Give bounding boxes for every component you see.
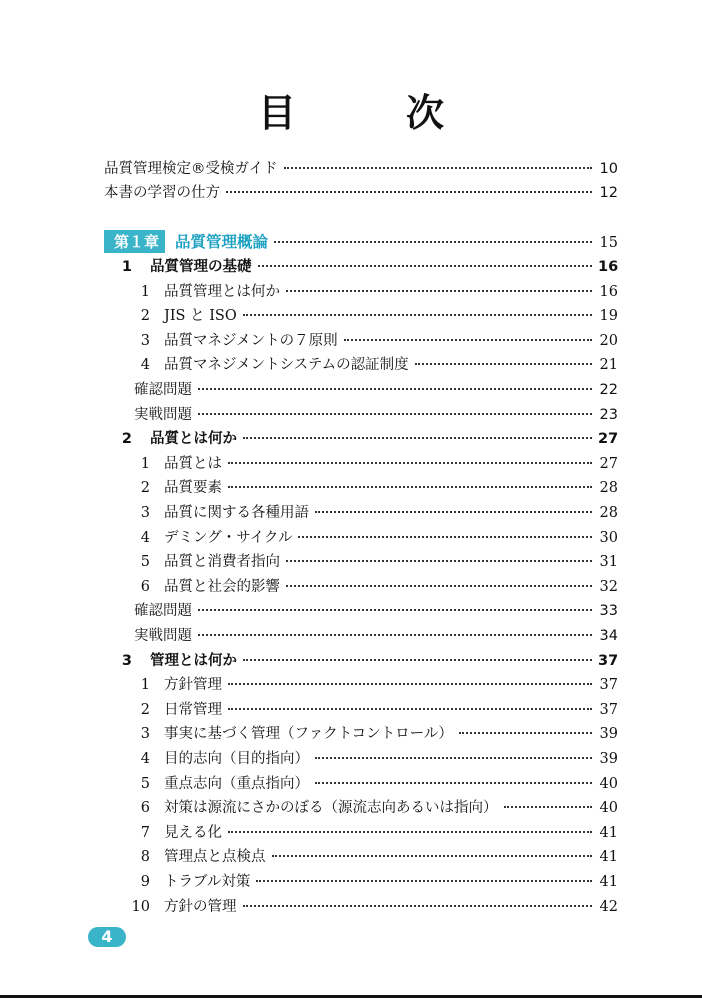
toc-row-item[interactable] xyxy=(130,575,618,597)
toc-row-item[interactable] xyxy=(130,821,618,843)
leader-dots xyxy=(315,768,592,784)
toc-page: 33 xyxy=(599,603,618,620)
leader-dots xyxy=(198,595,592,611)
toc-label: 実戦問題 xyxy=(134,628,192,644)
toc-label: 品質とは何か xyxy=(150,431,237,448)
toc-number: 9 xyxy=(140,874,150,890)
leader-dots xyxy=(228,817,592,833)
toc-number: 4 xyxy=(140,529,150,546)
toc-page: 28 xyxy=(599,480,618,497)
toc-page: 15 xyxy=(599,235,618,251)
toc-number: 4 xyxy=(140,751,150,767)
toc-label: 対策は源流にさかのぼる（源流志向あるいは指向） xyxy=(164,800,498,817)
leader-dots xyxy=(228,448,592,464)
toc-page: 27 xyxy=(598,431,619,448)
toc-row-review[interactable] xyxy=(134,624,618,646)
toc-row-item[interactable] xyxy=(130,698,618,720)
leader-dots xyxy=(298,522,592,538)
toc-page: 31 xyxy=(599,554,618,571)
page-number-badge: 4 xyxy=(88,927,126,947)
toc-number: 2 xyxy=(140,480,150,497)
leader-dots xyxy=(228,669,592,685)
toc-label: 確認問題 xyxy=(134,382,192,398)
leader-dots xyxy=(243,423,592,439)
toc-number: 3 xyxy=(121,652,132,669)
toc-page: 37 xyxy=(599,701,618,718)
toc-row-section[interactable] xyxy=(118,427,618,449)
toc-number: 7 xyxy=(140,824,150,841)
toc-row-item[interactable] xyxy=(130,747,618,769)
toc-page: 28 xyxy=(599,505,618,521)
toc-label: トラブル対策 xyxy=(164,874,251,890)
toc-label: 品質マネジメントシステムの認証制度 xyxy=(164,357,409,374)
toc-row-item[interactable] xyxy=(130,870,618,892)
toc-number: 1 xyxy=(140,283,150,300)
toc-page: 23 xyxy=(599,406,618,423)
toc-row-review[interactable] xyxy=(134,403,618,425)
toc-row-guide[interactable] xyxy=(104,157,618,179)
toc-number: 5 xyxy=(140,775,150,792)
toc-row-item[interactable] xyxy=(130,526,618,548)
toc-page: 30 xyxy=(599,529,618,546)
toc-label: 実戦問題 xyxy=(134,406,192,423)
toc-label: 管理とは何か xyxy=(150,652,237,669)
bottom-rule xyxy=(0,995,702,998)
toc-label: 方針の管理 xyxy=(164,898,237,915)
leader-dots xyxy=(256,866,592,882)
toc-label: 日常管理 xyxy=(164,701,222,718)
toc-label: 品質管理の基礎 xyxy=(150,259,252,275)
toc-page: 16 xyxy=(598,259,619,275)
leader-dots xyxy=(286,571,592,587)
toc-row-item[interactable] xyxy=(130,353,618,375)
toc-page: 42 xyxy=(599,898,618,915)
toc-label: 品質要素 xyxy=(164,480,222,497)
toc-page: 20 xyxy=(599,332,618,349)
leader-dots xyxy=(198,374,592,390)
leader-dots xyxy=(415,349,592,365)
toc-row-item[interactable] xyxy=(130,452,618,474)
title-char-2: 次 xyxy=(406,91,445,135)
toc-number: 1 xyxy=(140,455,150,472)
toc-number: 2 xyxy=(121,431,132,448)
leader-dots xyxy=(243,891,593,907)
leader-dots xyxy=(315,497,592,513)
chapter-title: 品質管理概論 xyxy=(175,233,269,251)
toc-page: 39 xyxy=(599,751,618,767)
toc-page: 16 xyxy=(599,283,618,300)
toc-label: 管理点と点検点 xyxy=(164,849,266,866)
toc-label: 本書の学習の仕方 xyxy=(104,185,220,201)
leader-dots xyxy=(198,399,592,415)
toc-number: 8 xyxy=(140,849,150,866)
toc-label: JIS と ISO xyxy=(164,308,237,325)
toc-page: 10 xyxy=(599,161,618,177)
toc-number: 4 xyxy=(140,357,150,374)
toc-label: デミング・サイクル xyxy=(164,529,293,546)
toc-page: 40 xyxy=(599,800,618,817)
toc-page: 22 xyxy=(599,382,618,398)
toc-page: 19 xyxy=(599,308,618,325)
leader-dots xyxy=(228,472,592,488)
toc-label: 品質マネジメントの７原則 xyxy=(164,332,338,349)
toc-label: 重点志向（重点指向） xyxy=(164,775,309,792)
toc-row-item[interactable] xyxy=(130,673,618,695)
toc-row-item[interactable] xyxy=(130,845,618,867)
leader-dots xyxy=(272,841,593,857)
leader-dots xyxy=(243,645,592,661)
toc-page: 27 xyxy=(599,455,618,472)
toc-row-section[interactable] xyxy=(118,649,618,671)
toc-row-chapter-1[interactable] xyxy=(104,230,618,252)
toc-row-item[interactable] xyxy=(130,476,618,498)
toc-page: 39 xyxy=(599,726,618,743)
toc-number: 3 xyxy=(140,505,150,521)
leader-dots xyxy=(286,546,592,562)
leader-dots xyxy=(226,177,592,193)
toc-number: 6 xyxy=(140,578,150,595)
toc-row-review[interactable] xyxy=(134,378,618,400)
toc-number: 6 xyxy=(140,800,150,817)
toc-label: 品質と社会的影響 xyxy=(164,578,280,595)
toc-row-item[interactable] xyxy=(130,304,618,326)
toc-label: 品質とは xyxy=(164,455,222,472)
leader-dots xyxy=(243,300,592,316)
toc-page: 41 xyxy=(599,874,618,890)
toc-row-item[interactable] xyxy=(130,895,618,917)
toc-row-item[interactable] xyxy=(130,722,618,744)
toc-number: 3 xyxy=(140,726,150,743)
toc-number: 1 xyxy=(140,677,150,694)
toc-row-item[interactable] xyxy=(130,550,618,572)
title-char-1: 目 xyxy=(257,91,296,135)
toc-row-item[interactable] xyxy=(130,772,618,794)
leader-dots xyxy=(198,620,592,636)
toc-page: 21 xyxy=(599,357,618,374)
chapter-badge: 第１章 xyxy=(104,230,165,253)
leader-dots xyxy=(344,325,592,341)
toc-label: 品質に関する各種用語 xyxy=(164,505,309,521)
page-title xyxy=(0,82,702,137)
toc-page: 32 xyxy=(599,578,618,595)
toc-page: 41 xyxy=(599,824,618,841)
leader-dots xyxy=(258,251,593,267)
toc-page: 12 xyxy=(599,185,618,201)
toc-row-section[interactable] xyxy=(118,255,618,277)
toc-row-item[interactable] xyxy=(130,329,618,351)
toc-label: 目的志向（目的指向） xyxy=(164,751,309,767)
leader-dots xyxy=(459,718,592,734)
leader-dots xyxy=(274,227,592,243)
toc-number: 5 xyxy=(140,554,150,571)
toc-label: 品質管理検定®受検ガイド xyxy=(104,161,278,177)
toc-number: 2 xyxy=(140,701,150,718)
leader-dots xyxy=(284,153,592,169)
toc-row-item[interactable] xyxy=(130,796,618,818)
toc-row-howto[interactable] xyxy=(104,181,618,203)
toc-page: 37 xyxy=(598,652,619,669)
toc-label: 事実に基づく管理（ファクトコントロール） xyxy=(164,726,453,743)
toc-page: 34 xyxy=(599,628,618,644)
toc-row-item[interactable] xyxy=(130,501,618,523)
toc-label: 見える化 xyxy=(164,824,222,841)
toc-number: 1 xyxy=(121,259,132,275)
leader-dots xyxy=(315,743,592,759)
toc-page: 41 xyxy=(599,849,618,866)
leader-dots xyxy=(286,276,592,292)
toc-number: 10 xyxy=(131,898,150,915)
toc-label: 確認問題 xyxy=(134,603,192,620)
leader-dots xyxy=(228,694,592,710)
toc-number: 3 xyxy=(140,332,150,349)
leader-dots xyxy=(504,792,593,808)
toc-number: 2 xyxy=(140,308,150,325)
toc-page: 37 xyxy=(599,677,618,694)
toc-row-item[interactable] xyxy=(130,280,618,302)
toc-label: 品質管理とは何か xyxy=(164,283,280,300)
toc-label: 方針管理 xyxy=(164,677,222,694)
toc-row-review[interactable] xyxy=(134,599,618,621)
toc-page: 40 xyxy=(599,775,618,792)
toc-label: 品質と消費者指向 xyxy=(164,554,280,571)
